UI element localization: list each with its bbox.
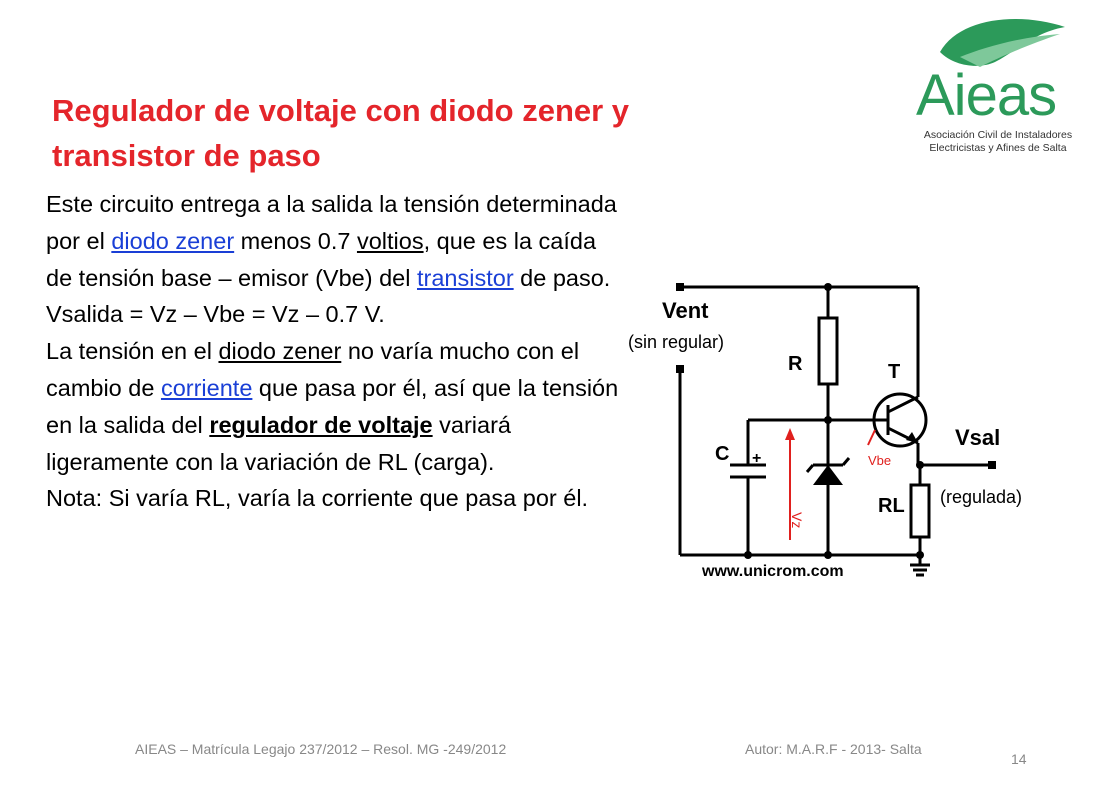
vsal-label: Vsal [955, 425, 1001, 450]
regulada-label: (regulada) [940, 487, 1023, 507]
page-number: 14 [1011, 751, 1027, 767]
body-p1-b: menos 0.7 [234, 227, 357, 254]
body-p2-c: que pasa por él, así que la tensión en la salida del [46, 374, 619, 438]
vz-label: Vz [789, 512, 805, 529]
r-label: R [788, 353, 803, 375]
logo-wordmark: Aieas [916, 63, 1057, 128]
regulador-term: regulador de voltaje [209, 411, 433, 438]
title-line-1: Regulador de voltaje con diodo zener y [52, 93, 630, 128]
slide-title [52, 88, 792, 178]
plus-label: + [752, 450, 762, 467]
body-p1-d: de paso. [513, 264, 611, 291]
rl-label: RL [878, 495, 905, 517]
body-p2-d: variará ligeramente con la variación de RL (carga). [46, 411, 511, 475]
vent-label: Vent [662, 298, 709, 323]
body-p2-a: La tensión en el [46, 338, 219, 365]
link-transistor[interactable]: transistor [417, 264, 514, 291]
link-corriente[interactable]: corriente [160, 374, 253, 401]
slide-body-text [46, 186, 626, 517]
body-p2-b: no varía mucho con el cambio de [46, 338, 580, 401]
voltios-term: voltios [356, 227, 424, 254]
t-label: T [888, 361, 901, 383]
vbe-label: Vbe [868, 453, 892, 468]
website-label: www.unicrom.com [702, 563, 844, 580]
logo-subtitle-line-2: Electricistas y Afines de Salta [929, 142, 1067, 154]
body-p1-c: , que es la caída de tensión base – emisor (Vbe) del [46, 227, 597, 291]
formula: Vsalida = Vz – Vbe = Vz – 0.7 V. [46, 301, 385, 328]
body-p1-a: Este circuito entrega a la salida la tensión determinada por el [46, 191, 617, 254]
diodo-zener-term: diodo zener [218, 338, 342, 365]
logo-subtitle-line-1: Asociación Civil de Instaladores [923, 129, 1073, 141]
c-label: C [715, 443, 730, 465]
title-line-2: transistor de paso [52, 138, 321, 173]
circuit-diagram [620, 260, 1060, 590]
sin-regular-label: (sin regular) [628, 332, 725, 352]
link-diodo-zener[interactable]: diodo zener [111, 227, 235, 254]
logo-subtitle [908, 129, 1088, 155]
footer-right: Autor: M.A.R.F - 2013- Salta [745, 741, 922, 757]
footer-left: AIEAS – Matrícula Legajo 237/2012 – Resol. MG -249/2012 [135, 741, 507, 757]
nota: Nota: Si varía RL, varía la corriente que pasa por él. [46, 485, 589, 512]
